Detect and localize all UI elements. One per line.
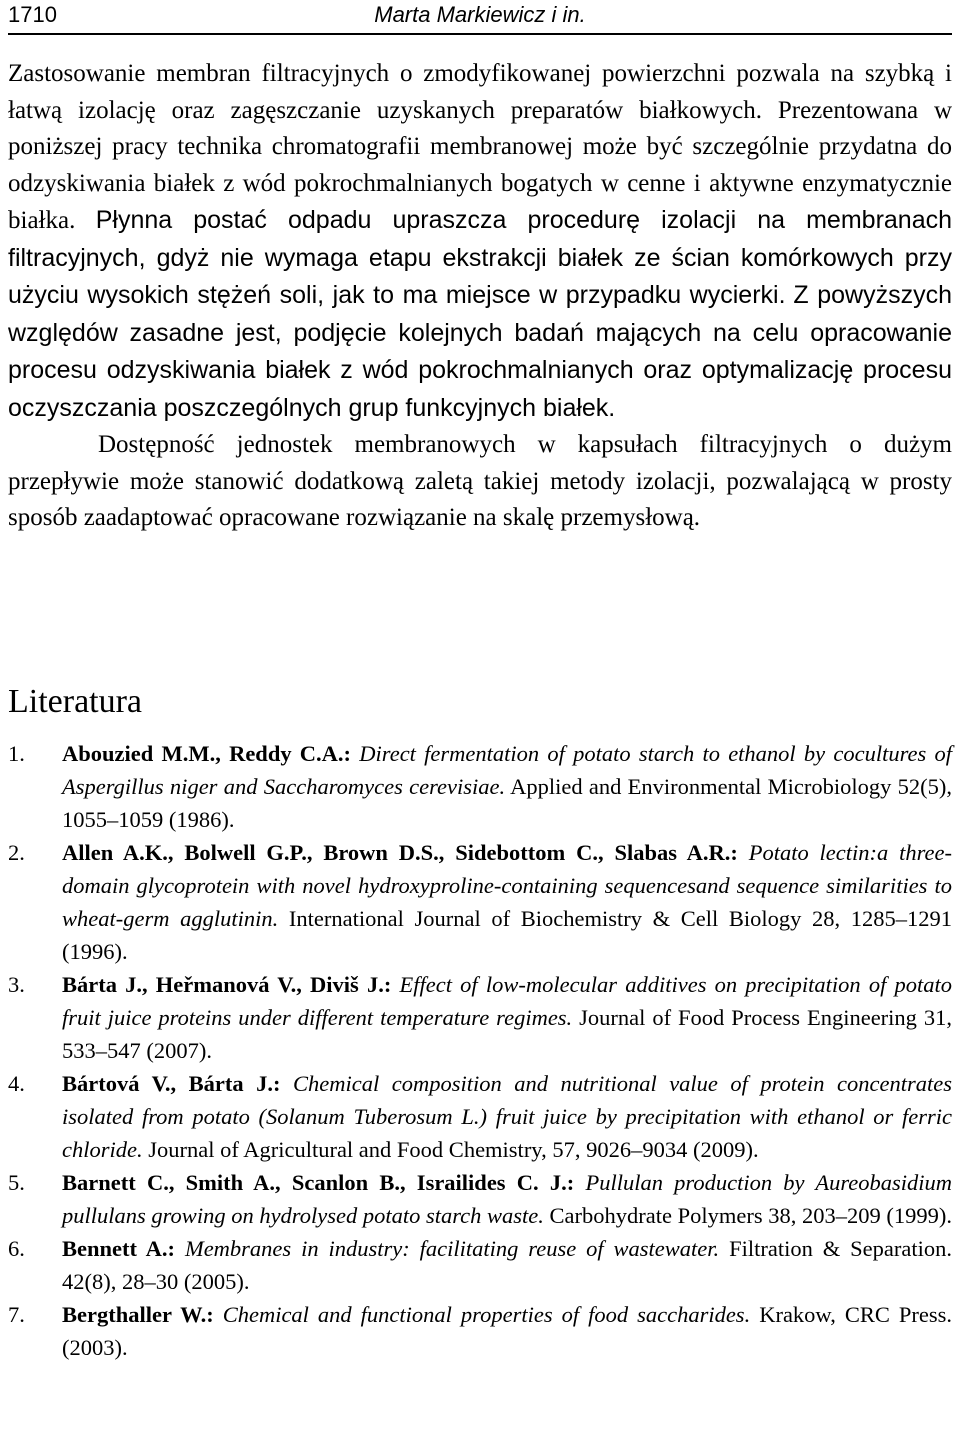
reference-number: 5. — [8, 1170, 25, 1195]
reference-item — [8, 737, 952, 836]
reference-number: 7. — [8, 1302, 25, 1327]
reference-title: Chemical composition and nutritional value of protein concentrates isolated from potato (Solanum Tuberosum L.) fruit juice by precipitation with ethanol or ferric chloride. — [62, 1071, 952, 1162]
reference-authors: Bennett A.: — [62, 1236, 176, 1261]
reference-source: Applied and Environmental Microbiology 52(5), 1055–1059 (1986). — [62, 774, 952, 832]
reference-title: Potato lectin:a three-domain glycoprotein with novel hydroxyproline-containing sequencesand sequence similarities to wheat-germ agglutinin. — [62, 840, 953, 931]
page-number: 1710 — [8, 2, 57, 27]
reference-authors: Barnett C., Smith A., Scanlon B., Israilides C. J.: — [62, 1170, 575, 1195]
reference-list — [8, 737, 952, 1364]
page-header — [8, 2, 952, 32]
reference-title: Pullulan production by Aureobasidium pullulans growing on hydrolysed potato starch waste. — [62, 1170, 952, 1228]
reference-item — [8, 836, 952, 968]
reference-authors: Bergthaller W.: — [62, 1302, 214, 1327]
reference-item — [8, 1067, 952, 1166]
reference-item — [8, 1232, 952, 1298]
paragraph-1-part-1: Zastosowanie membran filtracyjnych o zmodyfikowanej powierzchni pozwala na szybką i łatwą izolację oraz zagęszczanie uzyskanych preparatów białkowych. Prezentowana w poniższej pracy technika chromatografii membranowej może być szczególnie przydatna do odzyskiwania białek z wód pokrochmalnianych bogatych w cenne i aktywne enzymatycznie białka. — [8, 60, 952, 234]
paragraph-2: Dostępność jednostek membranowych w kapsułach filtracyjnych o dużym przepływie może stanowić dodatkową zaletą takiej metody izolacji, pozwalającą w prosty sposób zaadaptować opracowane rozwiązanie na skalę przemysłową. — [8, 431, 952, 531]
reference-source: Krakow, CRC Press. (2003). — [62, 1302, 952, 1360]
literature-heading: Literatura — [8, 683, 143, 720]
paragraph-1-part-3: Z powyższych względów zasadne jest, podjęcie kolejnych badań mających na celu opracowanie procesu odzyskiwania białek z wód pokrochmalnianych oraz optymalizację procesu oczyszczania poszczególnych grup funkcyjnych białek. — [8, 281, 953, 422]
reference-item — [8, 1298, 952, 1364]
reference-source: Carbohydrate Polymers 38, 203–209 (1999). — [549, 1203, 952, 1228]
reference-item — [8, 968, 952, 1067]
reference-source: Filtration & Separation. 42(8), 28–30 (2005). — [62, 1236, 953, 1294]
paragraph-1-part-2: Płynna postać odpadu upraszcza procedurę izolacji na membranach filtracyjnych, gdyż nie wymaga etapu ekstrakcji białek ze ścian komórkowych przy użyciu wysokich stężeń soli, jak to ma miejsce w przypadku wycierki. — [8, 206, 953, 309]
reference-authors: Abouzied M.M., Reddy C.A.: — [62, 741, 352, 766]
reference-number: 1. — [8, 741, 25, 766]
reference-number: 3. — [8, 972, 25, 997]
reference-title: Effect of low-molecular additives on precipitation of potato fruit juice proteins under different temperature regimes. — [62, 972, 953, 1030]
body-text — [8, 56, 952, 537]
reference-title: Chemical and functional properties of food saccharides. — [222, 1302, 751, 1327]
reference-source: Journal of Food Process Engineering 31, 533–547 (2007). — [62, 1005, 952, 1063]
reference-title: Direct fermentation of potato starch to ethanol by cocultures of Aspergillus niger and Saccharomyces cerevisiae. — [62, 741, 952, 799]
paragraph-1 — [8, 56, 952, 427]
header-rule — [8, 33, 952, 35]
reference-title: Membranes in industry: facilitating reuse of wastewater. — [184, 1236, 720, 1261]
reference-item — [8, 1166, 952, 1232]
reference-source: International Journal of Biochemistry & Cell Biology 28, 1285–1291 (1996). — [62, 906, 953, 964]
reference-authors: Bárta J., Heřmanová V., Diviš J.: — [62, 972, 392, 997]
reference-number: 6. — [8, 1236, 25, 1261]
reference-number: 2. — [8, 840, 25, 865]
reference-authors: Allen A.K., Bolwell G.P., Brown D.S., Sidebottom C., Slabas A.R.: — [62, 840, 738, 865]
reference-number: 4. — [8, 1071, 25, 1096]
reference-authors: Bártová V., Bárta J.: — [62, 1071, 281, 1096]
reference-source: Journal of Agricultural and Food Chemistry, 57, 9026–9034 (2009). — [148, 1137, 759, 1162]
running-head: Marta Markiewicz i in. — [374, 2, 586, 27]
